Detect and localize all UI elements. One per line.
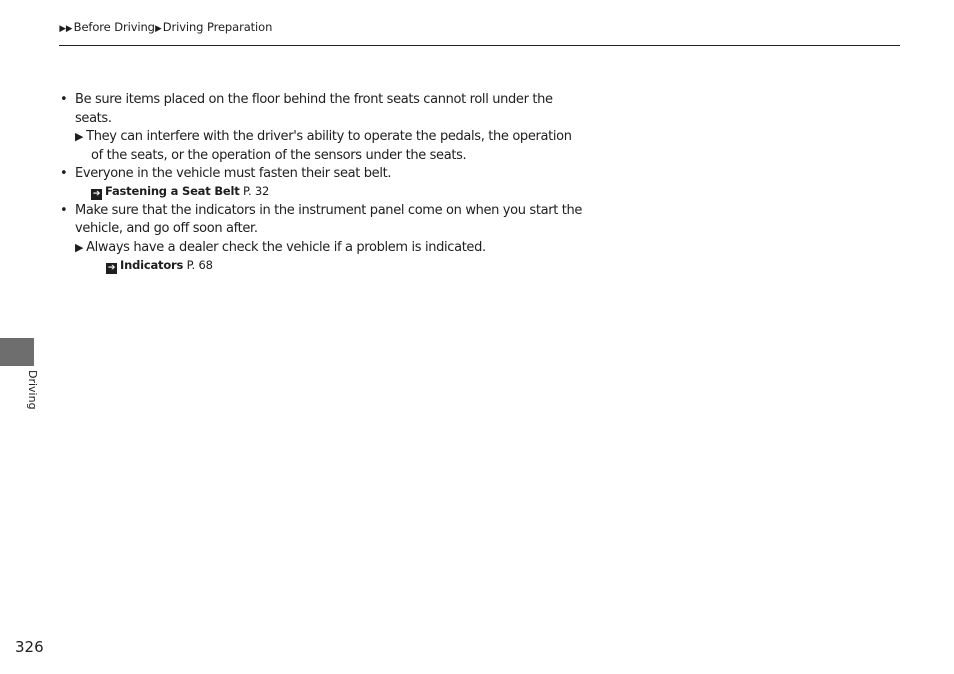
bullet-icon: • [60,203,68,218]
sub-marker-icon: ▶ [75,130,84,143]
item3-sub-text1: Always have a dealer check the vehicle if a problem is indicated. [86,240,486,255]
item3-line1: Make sure that the indicators in the instrument panel come on when you start the [75,203,583,218]
bullet-icon: • [60,166,68,181]
item1-sub-line1 [75,128,572,146]
breadcrumb-marker-icon: ▶▶ [59,24,73,34]
item3-ref-page: P. 68 [186,258,213,272]
bullet-icon: • [60,92,68,107]
item1-sub-text1: They can interfere with the driver's ability to operate the pedals, the operation [86,129,572,144]
item3-ref-title[interactable]: Indicators [120,258,184,272]
breadcrumb [59,19,272,37]
item3-cross-reference[interactable] [106,257,213,274]
page-number: 326 [15,638,44,656]
arrow-right-icon: ➔ [107,263,116,273]
item3-sub-line1 [75,239,486,257]
header-divider [59,45,900,46]
item2-cross-reference[interactable] [91,183,269,200]
breadcrumb-section[interactable]: Before Driving [73,20,155,34]
breadcrumb-separator-icon: ▶ [155,24,162,34]
arrow-right-icon: ➔ [92,189,101,199]
item2-ref-title[interactable]: Fastening a Seat Belt [105,184,240,198]
sub-marker-icon: ▶ [75,241,84,254]
chapter-side-label: Driving [26,370,39,410]
item1-sub-line2: of the seats, or the operation of the sensors under the seats. [91,148,467,163]
item1-line1: Be sure items placed on the floor behind the front seats cannot roll under the [75,92,553,107]
item2-ref-page: P. 32 [243,184,270,198]
item1-line2: seats. [75,111,112,126]
item2-line1: Everyone in the vehicle must fasten their seat belt. [75,166,392,181]
chapter-side-tab[interactable] [0,338,34,366]
item3-line2: vehicle, and go off soon after. [75,221,258,236]
breadcrumb-page: Driving Preparation [162,20,273,34]
